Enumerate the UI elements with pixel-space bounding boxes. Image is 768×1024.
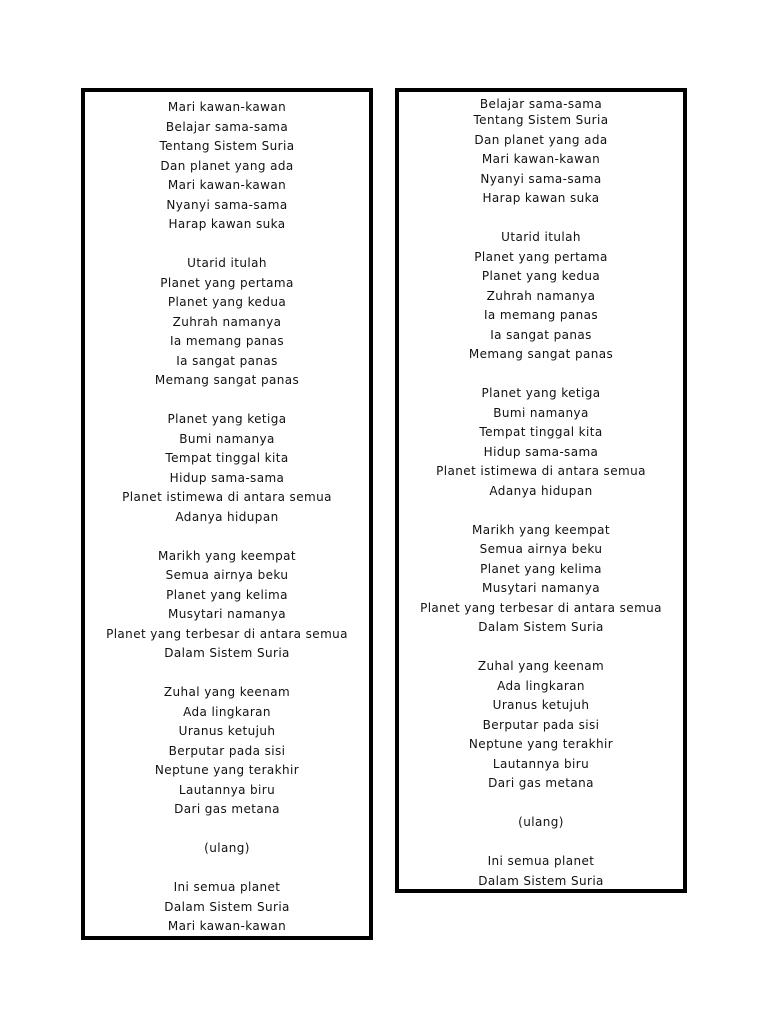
lyric-line: Zuhal yang keenam [163, 685, 291, 699]
lyric-line: Planet istimewa di antara semua [436, 464, 646, 478]
stanza-gap [85, 820, 369, 840]
lyric-line: Planet yang terbesar di antara semua [106, 626, 348, 641]
lyric-line: Utarid itulah [187, 256, 267, 270]
lyric-line: Mari kawan-kawan [167, 178, 287, 192]
lyric-line: Hidup sama-sama [169, 470, 285, 485]
lyric-line: Tempat tinggal kita [165, 451, 289, 465]
lyric-line: Planet yang pertama [474, 249, 608, 264]
lyric-line: Berputar pada sisi [168, 743, 286, 758]
lyric-line: Dalam Sistem Suria [478, 620, 604, 634]
lyric-line: Dalam Sistem Suria [164, 646, 290, 660]
lyric-line: Dari gas metana [488, 776, 594, 790]
lyric-line: Adanya hidupan [175, 509, 279, 524]
lyric-line: Dalam Sistem Suria [164, 899, 290, 914]
lyrics-lines-right [399, 98, 683, 891]
lyric-line: Zuhal yang keenam [477, 659, 605, 673]
lyric-line: Neptune yang terakhir [154, 763, 300, 777]
lyric-line: Ini semua planet [173, 880, 281, 894]
stanza-gap [85, 859, 369, 879]
lyric-line: Tempat tinggal kita [479, 425, 603, 439]
lyric-line: Planet yang kelima [166, 587, 288, 602]
lyric-line: Semua airnya beku [479, 542, 603, 556]
lyric-line: Lautannya biru [178, 782, 276, 797]
lyric-line: Tentang Sistem Suria [473, 113, 609, 127]
lyric-line: Uranus ketujuh [492, 698, 590, 712]
lyric-line: Utarid itulah [501, 230, 581, 244]
lyric-line: Memang sangat panas [154, 373, 300, 387]
lyric-line: Dalam Sistem Suria [478, 873, 604, 888]
lyric-line: Ia sangat panas [176, 353, 278, 368]
lyric-line: Memang sangat panas [468, 347, 614, 361]
lyric-line: Neptune yang terakhir [468, 737, 614, 751]
lyric-line: Dan planet yang ada [474, 132, 608, 147]
lyric-line: Ia memang panas [169, 334, 285, 348]
lyric-line: Berputar pada sisi [482, 717, 600, 732]
stanza-gap [399, 833, 683, 853]
lyric-line: Ini semua planet [487, 854, 595, 868]
lyric-line: Ada lingkaran [183, 704, 271, 719]
lyric-line: Ia sangat panas [490, 327, 592, 342]
lyric-line: Planet yang pertama [160, 275, 294, 290]
lyrics-lines-left [85, 98, 369, 937]
lyric-line: Planet yang ketiga [481, 386, 601, 400]
lyric-line: Planet yang kedua [167, 295, 287, 309]
lyric-line: Hidup sama-sama [483, 444, 599, 459]
lyric-line: Lautannya biru [492, 756, 590, 771]
lyric-line: Adanya hidupan [489, 483, 593, 498]
stanza-gap [399, 794, 683, 814]
lyric-line: Belajar sama-sama [479, 97, 603, 111]
lyric-line: Belajar sama-sama [165, 119, 289, 134]
stanza-gap [399, 365, 683, 385]
lyric-line: Planet yang ketiga [167, 412, 287, 426]
lyric-line: Uranus ketujuh [178, 724, 276, 738]
lyric-line: Musytari namanya [482, 581, 600, 595]
lyric-line: Semua airnya beku [165, 568, 289, 582]
lyrics-panel-right [395, 88, 687, 893]
lyric-line: Harap kawan suka [168, 217, 286, 231]
lyric-line: Planet yang kelima [480, 561, 602, 576]
lyric-line: (ulang) [204, 841, 250, 855]
lyric-line: Bumi namanya [179, 431, 275, 446]
stanza-gap [85, 527, 369, 547]
lyric-line: Nyanyi sama-sama [480, 171, 602, 186]
lyric-line: Harap kawan suka [482, 191, 600, 205]
stanza-gap [85, 664, 369, 684]
lyrics-panel-left [81, 88, 373, 940]
lyric-line: Mari kawan-kawan [167, 100, 287, 114]
lyric-line: Marikh yang keempat [471, 522, 611, 537]
lyric-line: Zuhrah namanya [172, 314, 282, 329]
lyric-line: Nyanyi sama-sama [166, 197, 288, 212]
lyric-line: Marikh yang keempat [157, 548, 297, 563]
lyric-line: Planet yang kedua [481, 269, 601, 283]
lyric-line: Mari kawan-kawan [167, 919, 287, 933]
lyric-line: Ada lingkaran [497, 678, 585, 693]
lyric-line: (ulang) [518, 815, 564, 829]
stanza-gap [399, 209, 683, 229]
lyric-line: Dan planet yang ada [160, 158, 294, 173]
stanza-gap [399, 638, 683, 658]
lyric-line: Dari gas metana [174, 802, 280, 816]
stanza-gap [85, 235, 369, 255]
lyric-line: Planet istimewa di antara semua [122, 490, 332, 504]
lyric-line: Bumi namanya [493, 405, 589, 420]
lyric-line: Musytari namanya [168, 607, 286, 621]
lyric-line: Zuhrah namanya [486, 288, 596, 303]
stanza-gap [399, 501, 683, 521]
lyric-line: Tentang Sistem Suria [159, 139, 295, 153]
lyric-line: Mari kawan-kawan [481, 152, 601, 166]
stanza-gap [85, 391, 369, 411]
lyric-line: Planet yang terbesar di antara semua [420, 600, 662, 615]
lyric-line: Ia memang panas [483, 308, 599, 322]
